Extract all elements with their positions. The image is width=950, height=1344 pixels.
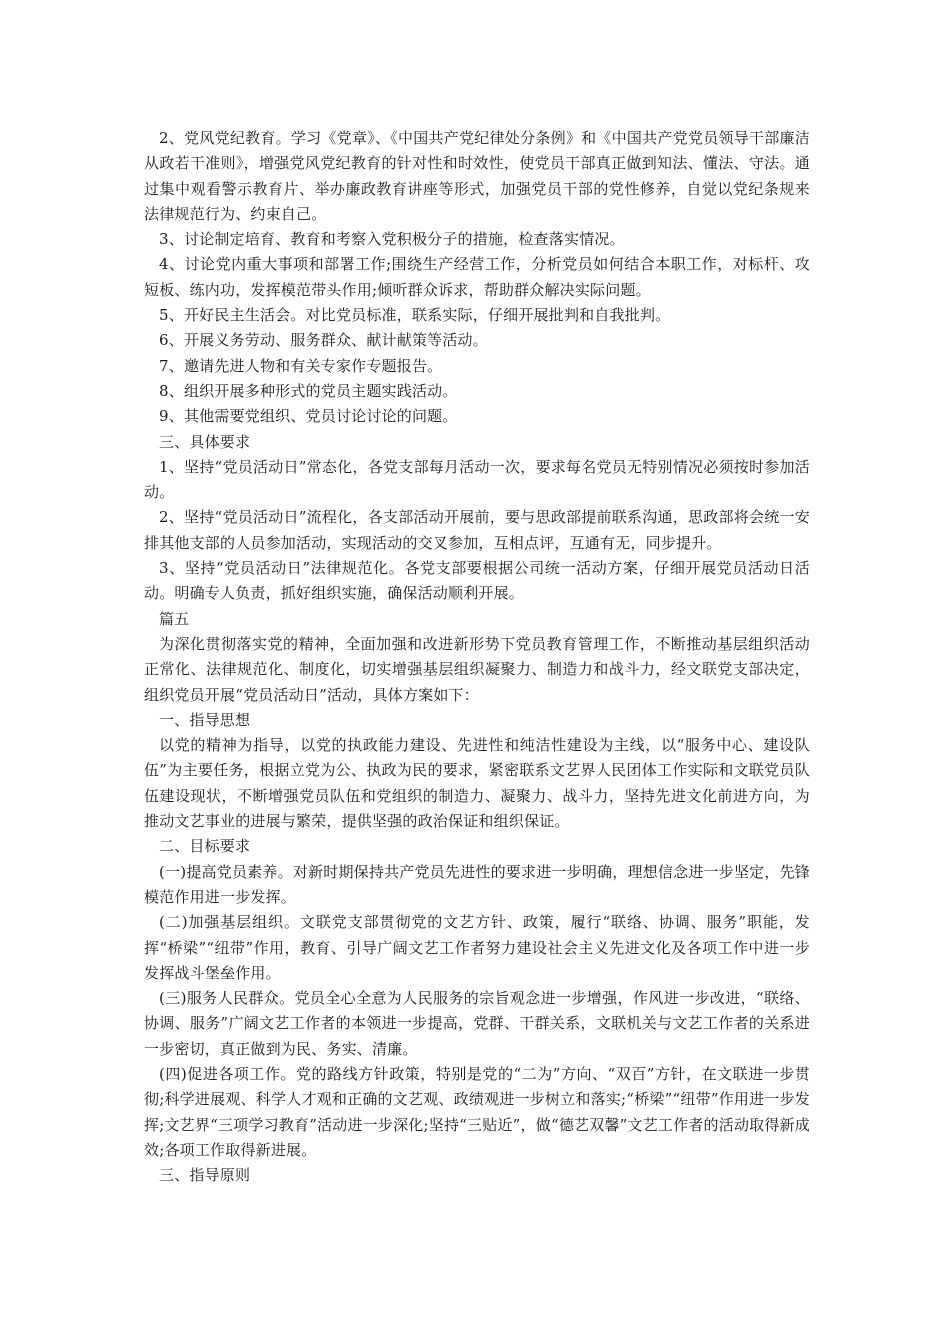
paragraph-process: 2、坚持“党员活动日”流程化，各支部活动开展前，要与思政部提前联系沟通，思政部将会统一安排其他支部的人员参加活动，实现活动的交叉参加，互相点评，互通有无，同步提升。 (144, 508, 810, 552)
paragraph-theme-practice: 8、组织开展多种形式的党员主题实践活动。 (159, 381, 458, 400)
paragraph-normalization: 1、坚持“党员活动日”常态化，各党支部每月活动一次，要求每名党员无特别情况必须按时参加活动。 (144, 457, 810, 502)
paragraph-democratic-life: 5、开好民主生活会。对比党员标准，联系实际，仔细开展批判和自我批判。 (159, 306, 671, 325)
paragraph-special-reports: 7、邀请先进人物和有关专家作专题报告。 (159, 356, 443, 375)
paragraph-goal-promote-work: (四)促进各项工作。党的路线方针政策，特别是党的“二为”方向、“双百”方针，在文联进一步贯彻;科学进展观、科学人才观和正确的文艺观、政绩观进一步树立和落实;“桥梁”“纽带”作用进一步发挥;文艺界“三项学习教育”活动进一步深化;坚持“三贴近”，做“德艺双馨”文艺工作者的活动取得新成效;各项工作取得新进展。 (144, 1064, 810, 1159)
paragraph-major-matters: 4、讨论党内重大事项和部署工作;围绕生产经营工作，分析党员如何结合本职工作，对标杆、攻短板、练内功，发挥模范带头作用;倾听群众诉求，帮助群众解决实际问题。 (144, 255, 810, 299)
paragraph-introduction: 为深化贯彻落实党的精神，全面加强和改进新形势下党员教育管理工作，不断推动基层组织活动正常化、法律规范化、制度化，切实增强基层组织凝聚力、制造力和战斗力，经文联党支部决定，组织党员开展“党员活动日”活动，具体方案如下： (144, 634, 810, 704)
section-heading-goals: 二、目标要求 (159, 837, 251, 856)
paragraph-standardization: 3、坚持“党员活动日”法律规范化。各党支部要根据公司统一活动方案，仔细开展党员活动日活动。明确专人负责，抓好组织实施，确保活动顺利开展。 (144, 559, 810, 603)
section-heading-guiding-ideology: 一、指导思想 (159, 710, 251, 729)
paragraph-goal-member-quality: (一)提高党员素养。对新时期保持共产党员先进性的要求进一步明确，理想信念进一步坚定，先锋模范作用进一步发挥。 (144, 862, 810, 906)
paragraph-goal-serve-people: (三)服务人民群众。党员全心全意为人民服务的宗旨观念进一步增强，作风进一步改进，“联络、协调、服务”广阔文艺工作者的本领进一步提高，党群、干群关系，文联机关与文艺工作者的关系进一步密切，真正做到为民、务实、清廉。 (144, 989, 810, 1058)
paragraph-other-issues: 9、其他需要党组织、党员讨论讨论的问题。 (159, 407, 458, 426)
paragraph-party-discipline-education: 2、党风党纪教育。学习《党章》、《中国共产党纪律处分条例》和《中国共产党党员领导干部廉洁从政若干准则》，增强党风党纪教育的针对性和时效性，使党员干部真正做到知法、懂法、守法。通过集中观看警示教育片、举办廉政教育讲座等形式，加强党员干部的党性修养，自觉以党纪条规来法律规范行为、约束自己。 (144, 129, 810, 223)
paragraph-voluntary-labor: 6、开展义务劳动、服务群众、献计献策等活动。 (159, 331, 488, 350)
section-heading-guiding-principles: 三、指导原则 (159, 1166, 251, 1185)
paragraph-goal-grassroots: (二)加强基层组织。文联党支部贯彻党的文艺方针、政策，履行“联络、协调、服务”职能，发挥“桥梁”“纽带”作用，教育、引导广阔文艺工作者努力建设社会主义先进文化及各项工作中进一步发挥战斗堡垒作用。 (144, 913, 810, 982)
section-heading-specific-requirements: 三、具体要求 (159, 432, 251, 451)
document-body (144, 126, 810, 1188)
chapter-heading-part-five: 篇五 (159, 609, 190, 628)
paragraph-guiding-ideology: 以党的精神为指导，以党的执政能力建设、先进性和纯洁性建设为主线，以“服务中心、建设队伍”为主要任务，根据立党为公、执政为民的要求，紧密联系文艺界人民团体工作实际和文联党员队伍建设现状，不断增强党员队伍和党组织的制造力、凝聚力、战斗力，坚持先进文化前进方向，为推动文艺事业的进展与繁荣，提供坚强的政治保证和组织保证。 (144, 736, 810, 831)
paragraph-activist-training: 3、讨论制定培育、教育和考察入党积极分子的措施，检查落实情况。 (159, 230, 625, 249)
